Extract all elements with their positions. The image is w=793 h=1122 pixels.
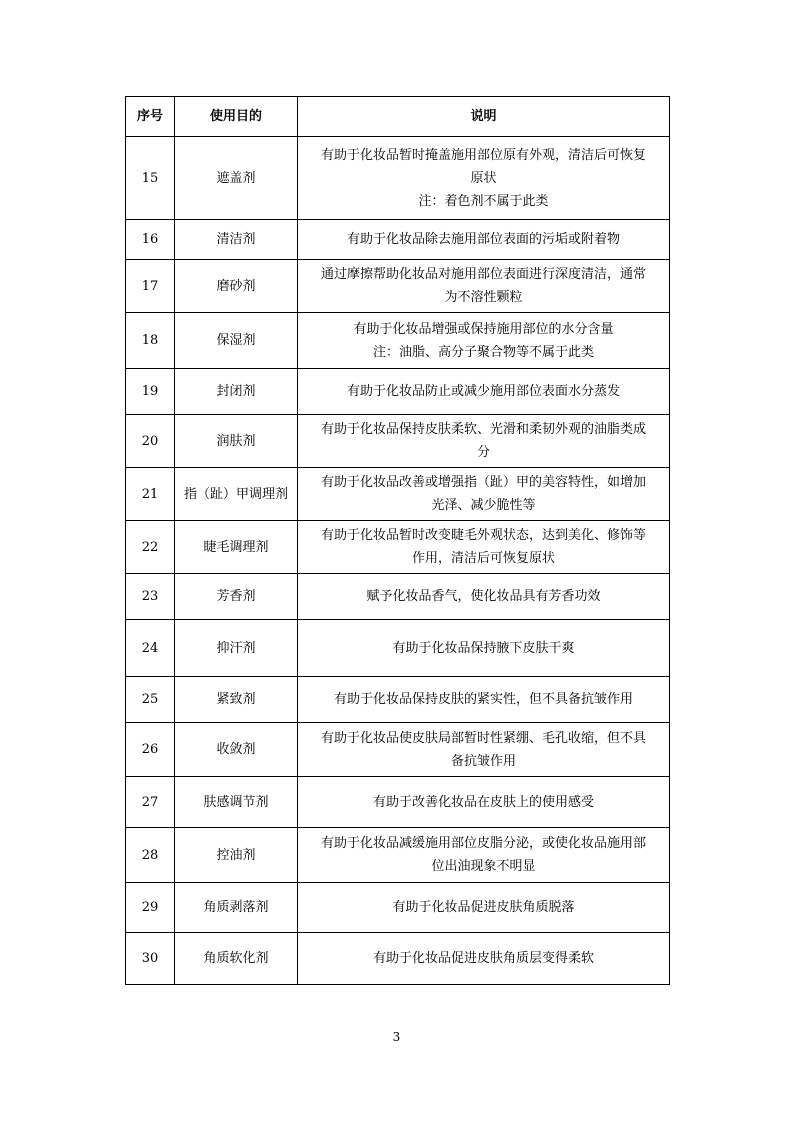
row-number: 29: [126, 883, 175, 933]
row-description: [298, 369, 670, 415]
row-description: [298, 521, 670, 574]
row-description: [298, 828, 670, 883]
row-purpose: 遮盖剂: [175, 137, 298, 220]
table-row: [126, 369, 670, 415]
header-no: 序号: [126, 97, 175, 137]
description-line: 备抗皱作用: [450, 753, 516, 769]
description-line: 有助于化妆品防止或减少施用部位表面水分蒸发: [346, 384, 620, 399]
row-number: 26: [126, 723, 175, 777]
row-description: [298, 468, 670, 521]
row-purpose: 角质软化剂: [175, 933, 298, 985]
description-line: 有助于化妆品暂时掩盖施用部位原有外观，清洁后可恢复: [320, 147, 646, 163]
row-description: [298, 220, 670, 260]
row-description: [298, 883, 670, 933]
row-number: 17: [126, 260, 175, 313]
row-purpose: 保湿剂: [175, 313, 298, 369]
description-line: 有助于化妆品增强或保持施用部位的水分含量: [353, 321, 614, 337]
description-line: 作用，清洁后可恢复原状: [411, 551, 555, 566]
description-line: 有助于化妆品改善或增强指（趾）甲的美容特性，如增加: [320, 475, 646, 490]
row-number: 28: [126, 828, 175, 883]
row-purpose: 控油剂: [175, 828, 298, 883]
description-line: 有助于改善化妆品在皮肤上的使用感受: [372, 794, 594, 810]
table-row: [126, 137, 670, 220]
row-number: 25: [126, 677, 175, 723]
row-purpose: 收敛剂: [175, 723, 298, 777]
row-purpose: 睫毛调理剂: [175, 521, 298, 574]
row-purpose: 角质剥落剂: [175, 883, 298, 933]
description-line: 光泽、减少脆性等: [431, 498, 536, 513]
page-number: 3: [392, 1030, 401, 1044]
description-line: 为不溶性颗粒: [444, 290, 523, 305]
row-description: [298, 677, 670, 723]
table-row: [126, 677, 670, 723]
description-line: 有助于化妆品保持腋下皮肤干爽: [392, 640, 575, 656]
row-description: [298, 137, 670, 220]
description-line: 有助于化妆品减缓施用部位皮脂分泌，或使化妆品施用部: [320, 836, 646, 851]
description-line: 赋予化妆品香气，使化妆品具有芳香功效: [366, 589, 601, 604]
row-number: 20: [126, 415, 175, 468]
purpose-table: [125, 96, 670, 985]
row-purpose: 紧致剂: [175, 677, 298, 723]
description-line: 注：着色剂不属于此类: [418, 193, 549, 209]
row-purpose: 肤感调节剂: [175, 777, 298, 828]
row-number: 19: [126, 369, 175, 415]
row-number: 30: [126, 933, 175, 985]
row-purpose: 抑汗剂: [175, 620, 298, 677]
table-row: [126, 468, 670, 521]
row-number: 21: [126, 468, 175, 521]
row-description: [298, 620, 670, 677]
description-line: 有助于化妆品保持皮肤柔软、光滑和柔韧外观的油脂类成: [320, 422, 646, 437]
row-description: [298, 723, 670, 777]
table-row: [126, 220, 670, 260]
description-line: 有助于化妆品暂时改变睫毛外观状态，达到美化、修饰等: [320, 528, 646, 543]
description-line: 位出油现象不明显: [431, 859, 536, 874]
table-row: [126, 723, 670, 777]
row-number: 16: [126, 220, 175, 260]
row-description: [298, 933, 670, 985]
row-number: 27: [126, 777, 175, 828]
table-row: [126, 620, 670, 677]
description-line: 有助于化妆品使皮肤局部暂时性紧绷、毛孔收缩，但不具: [320, 730, 646, 746]
description-line: 有助于化妆品除去施用部位表面的污垢或附着物: [346, 232, 620, 247]
row-description: [298, 574, 670, 620]
header-purpose: 使用目的: [175, 97, 298, 137]
row-number: 22: [126, 521, 175, 574]
row-number: 18: [126, 313, 175, 369]
table-row: [126, 260, 670, 313]
description-line: 有助于化妆品促进皮肤角质层变得柔软: [372, 951, 594, 966]
row-number: 24: [126, 620, 175, 677]
row-purpose: 润肤剂: [175, 415, 298, 468]
table-row: [126, 883, 670, 933]
row-description: [298, 313, 670, 369]
row-purpose: 磨砂剂: [175, 260, 298, 313]
table-row: [126, 521, 670, 574]
row-number: 23: [126, 574, 175, 620]
description-line: 注：油脂、高分子聚合物等不属于此类: [372, 344, 594, 360]
table-row: [126, 313, 670, 369]
row-purpose: 清洁剂: [175, 220, 298, 260]
table-row: [126, 933, 670, 985]
row-description: [298, 415, 670, 468]
table-row: [126, 415, 670, 468]
description-line: 有助于化妆品促进皮肤角质脱落: [392, 900, 575, 915]
row-description: [298, 777, 670, 828]
row-number: 15: [126, 137, 175, 220]
description-line: 通过摩擦帮助化妆品对施用部位表面进行深度清洁，通常: [320, 267, 646, 282]
row-description: [298, 260, 670, 313]
description-line: 有助于化妆品保持皮肤的紧实性，但不具备抗皱作用: [333, 692, 633, 707]
description-line: 原状: [470, 170, 497, 186]
row-purpose: 芳香剂: [175, 574, 298, 620]
table-header-row: [126, 97, 670, 137]
row-purpose: 封闭剂: [175, 369, 298, 415]
table-body: [126, 137, 670, 985]
table-row: [126, 574, 670, 620]
description-line: 分: [476, 445, 490, 460]
table-row: [126, 828, 670, 883]
row-purpose: 指（趾）甲调理剂: [175, 468, 298, 521]
table-row: [126, 777, 670, 828]
header-description: 说明: [298, 97, 670, 137]
